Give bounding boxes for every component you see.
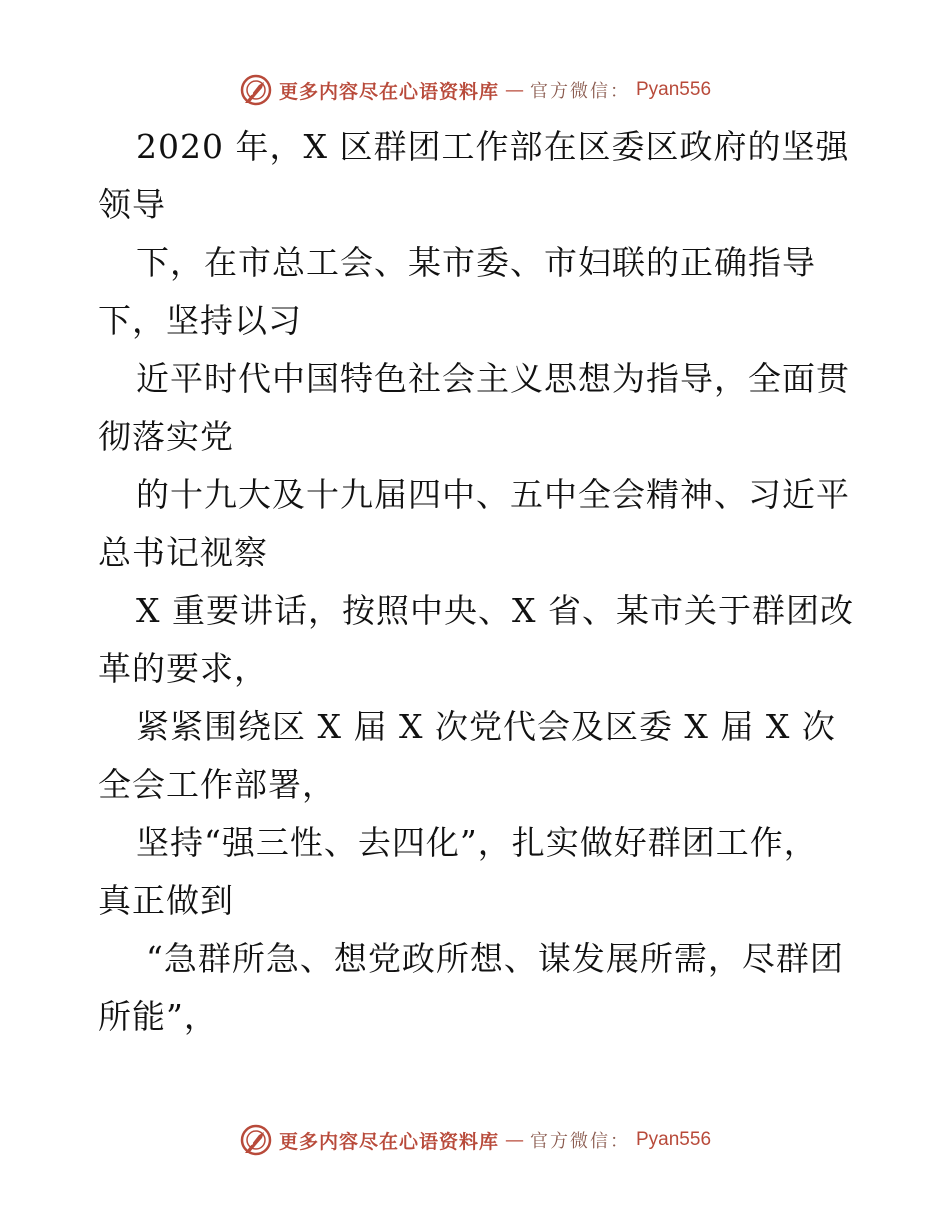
pen-nib-logo-icon [239, 1123, 273, 1157]
banner-brand-text: 更多内容尽在心语资料库 [278, 1130, 499, 1153]
text-line: 下，在市总工会、某市委、市妇联的正确指导 [136, 243, 816, 282]
footer-banner [0, 1120, 950, 1160]
text-line: X 重要讲话，按照中央、X 省、某市关于群团改 [136, 591, 854, 630]
text-line: 紧紧围绕区 X 届 X 次党代会及区委 X 届 X 次 [136, 707, 836, 746]
document-body [98, 118, 868, 1046]
text-line: 领导 [98, 185, 166, 224]
text-line: 革的要求， [98, 649, 268, 688]
banner-separator: — [505, 79, 524, 101]
text-line: 2020 年，X 区群团工作部在区委区政府的坚强 [136, 127, 850, 166]
text-line: 真正做到 [98, 881, 234, 920]
text-line: “急群所急、想党政所想、谋发展所需，尽群团 [146, 939, 844, 978]
banner-wechat-id: Pyan556 [636, 79, 712, 100]
text-line: 全会工作部署， [98, 765, 336, 804]
text-line: 坚持“强三性、去四化”，扎实做好群团工作， [136, 823, 818, 862]
pen-nib-logo-icon [239, 73, 273, 107]
text-line: 总书记视察 [98, 533, 268, 572]
banner-official-label: 官方微信： [530, 1131, 630, 1152]
header-banner [0, 70, 950, 110]
text-line: 下，坚持以习 [98, 301, 302, 340]
text-line: 所能”， [98, 997, 218, 1036]
banner-wechat-id: Pyan556 [636, 1129, 712, 1150]
text-line: 近平时代中国特色社会主义思想为指导，全面贯 [136, 359, 850, 398]
banner-separator: — [505, 1129, 524, 1151]
banner-brand-text: 更多内容尽在心语资料库 [278, 80, 499, 103]
text-line: 的十九大及十九届四中、五中全会精神、习近平 [136, 475, 850, 514]
text-line: 彻落实党 [98, 417, 234, 456]
banner-official-label: 官方微信： [530, 81, 630, 102]
